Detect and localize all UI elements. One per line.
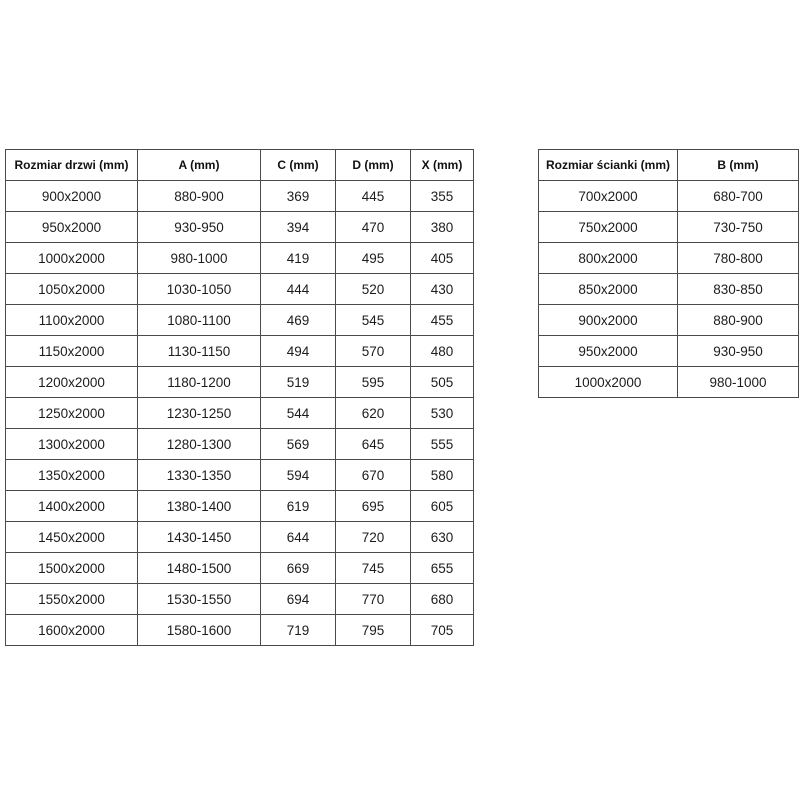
table-cell: 750x2000 [539, 212, 678, 243]
table-cell: 720 [336, 522, 411, 553]
table-cell: 555 [411, 429, 474, 460]
table-cell: 494 [261, 336, 336, 367]
table-row [6, 522, 474, 553]
table-cell: 1430-1450 [138, 522, 261, 553]
table-cell: 594 [261, 460, 336, 491]
table-cell: 1550x2000 [6, 584, 138, 615]
table-cell: 595 [336, 367, 411, 398]
table-cell: 669 [261, 553, 336, 584]
table-cell: 680 [411, 584, 474, 615]
table-cell: 980-1000 [138, 243, 261, 274]
table-cell: 695 [336, 491, 411, 522]
table-cell: 800x2000 [539, 243, 678, 274]
table-cell: 1000x2000 [6, 243, 138, 274]
table-cell: 655 [411, 553, 474, 584]
table-row [539, 367, 799, 398]
table-cell: 1600x2000 [6, 615, 138, 646]
column-header: Rozmiar ścianki (mm) [539, 150, 678, 181]
table-row [6, 553, 474, 584]
table-cell: 694 [261, 584, 336, 615]
table-cell: 1350x2000 [6, 460, 138, 491]
table-cell: 880-900 [138, 181, 261, 212]
table-cell: 445 [336, 181, 411, 212]
table-cell: 1330-1350 [138, 460, 261, 491]
table-cell: 1100x2000 [6, 305, 138, 336]
table-cell: 1180-1200 [138, 367, 261, 398]
table-cell: 520 [336, 274, 411, 305]
table-cell: 570 [336, 336, 411, 367]
column-header: C (mm) [261, 150, 336, 181]
column-header: B (mm) [678, 150, 799, 181]
table-row [539, 274, 799, 305]
header-row [539, 150, 799, 181]
table-cell: 405 [411, 243, 474, 274]
table-cell: 569 [261, 429, 336, 460]
table-row [6, 460, 474, 491]
table-cell: 545 [336, 305, 411, 336]
table-cell: 780-800 [678, 243, 799, 274]
table-cell: 530 [411, 398, 474, 429]
table-cell: 605 [411, 491, 474, 522]
header-row [6, 150, 474, 181]
table-cell: 1000x2000 [539, 367, 678, 398]
table-cell: 630 [411, 522, 474, 553]
table-cell: 1480-1500 [138, 553, 261, 584]
table-cell: 1030-1050 [138, 274, 261, 305]
table-cell: 519 [261, 367, 336, 398]
table-row [6, 615, 474, 646]
table-cell: 1450x2000 [6, 522, 138, 553]
table-cell: 930-950 [138, 212, 261, 243]
column-header: D (mm) [336, 150, 411, 181]
table-cell: 1150x2000 [6, 336, 138, 367]
table-cell: 980-1000 [678, 367, 799, 398]
table-cell: 950x2000 [6, 212, 138, 243]
table-cell: 444 [261, 274, 336, 305]
table-cell: 730-750 [678, 212, 799, 243]
table-row [6, 336, 474, 367]
table-row [539, 305, 799, 336]
table-row [539, 336, 799, 367]
table-cell: 745 [336, 553, 411, 584]
table-row [6, 274, 474, 305]
table-cell: 1050x2000 [6, 274, 138, 305]
table-row [6, 243, 474, 274]
table-cell: 469 [261, 305, 336, 336]
table-cell: 1400x2000 [6, 491, 138, 522]
table-row [6, 367, 474, 398]
table-cell: 1300x2000 [6, 429, 138, 460]
door-sizes-table [5, 149, 474, 646]
table-cell: 644 [261, 522, 336, 553]
table-cell: 770 [336, 584, 411, 615]
table-cell: 1250x2000 [6, 398, 138, 429]
table-cell: 850x2000 [539, 274, 678, 305]
column-header: X (mm) [411, 150, 474, 181]
table-row [539, 243, 799, 274]
table-row [6, 212, 474, 243]
table-cell: 1530-1550 [138, 584, 261, 615]
table-cell: 430 [411, 274, 474, 305]
table-cell: 900x2000 [6, 181, 138, 212]
table-cell: 369 [261, 181, 336, 212]
table-cell: 680-700 [678, 181, 799, 212]
table-cell: 455 [411, 305, 474, 336]
table-cell: 670 [336, 460, 411, 491]
column-header: A (mm) [138, 150, 261, 181]
table-cell: 355 [411, 181, 474, 212]
table-cell: 480 [411, 336, 474, 367]
table-row [539, 181, 799, 212]
table-cell: 1130-1150 [138, 336, 261, 367]
table-cell: 1280-1300 [138, 429, 261, 460]
table-cell: 700x2000 [539, 181, 678, 212]
table-cell: 830-850 [678, 274, 799, 305]
table-cell: 470 [336, 212, 411, 243]
table-cell: 880-900 [678, 305, 799, 336]
table-cell: 619 [261, 491, 336, 522]
column-header: Rozmiar drzwi (mm) [6, 150, 138, 181]
wall-sizes-table [538, 149, 799, 398]
table-cell: 505 [411, 367, 474, 398]
table-cell: 930-950 [678, 336, 799, 367]
table-cell: 1080-1100 [138, 305, 261, 336]
table-cell: 380 [411, 212, 474, 243]
table-cell: 900x2000 [539, 305, 678, 336]
table-cell: 1500x2000 [6, 553, 138, 584]
table-row [6, 398, 474, 429]
table-cell: 719 [261, 615, 336, 646]
table-cell: 950x2000 [539, 336, 678, 367]
table-cell: 620 [336, 398, 411, 429]
table-cell: 419 [261, 243, 336, 274]
table-row [6, 429, 474, 460]
table-cell: 580 [411, 460, 474, 491]
table-cell: 1200x2000 [6, 367, 138, 398]
table-row [6, 584, 474, 615]
table-cell: 705 [411, 615, 474, 646]
table-cell: 544 [261, 398, 336, 429]
table-cell: 394 [261, 212, 336, 243]
table-cell: 1230-1250 [138, 398, 261, 429]
table-row [6, 305, 474, 336]
table-row [539, 212, 799, 243]
table-cell: 495 [336, 243, 411, 274]
table-row [6, 181, 474, 212]
table-cell: 1380-1400 [138, 491, 261, 522]
table-cell: 1580-1600 [138, 615, 261, 646]
table-row [6, 491, 474, 522]
table-cell: 795 [336, 615, 411, 646]
table-cell: 645 [336, 429, 411, 460]
